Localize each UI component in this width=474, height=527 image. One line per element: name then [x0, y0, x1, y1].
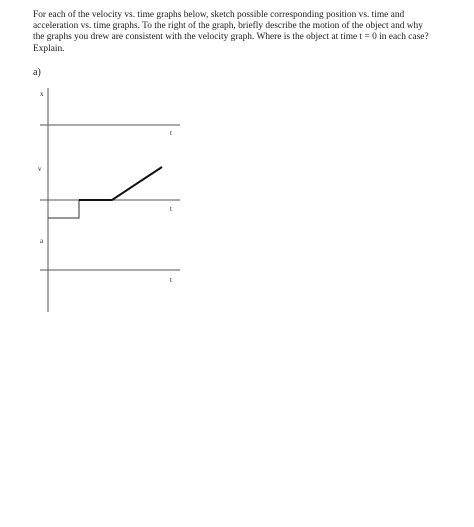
question-line-4: Explain.: [33, 43, 65, 54]
question-line-1: For each of the velocity vs. time graphs below, sketch possible corresponding position vs. time and: [33, 10, 405, 20]
acceleration-x-label: t: [170, 276, 172, 284]
question-line-3: the graphs you drew are consistent with the velocity graph. Where is the object at time t = 0 in each case?: [33, 32, 429, 43]
position-x-label: t: [170, 129, 172, 137]
part-a-label: a): [33, 67, 41, 78]
velocity-x-label: t: [170, 205, 172, 213]
velocity-negative-segment: [48, 200, 79, 218]
position-graph: [40, 88, 180, 174]
question-line-2: acceleration vs. time graphs. To the right of the graph, briefly describe the motion of the object and why: [33, 21, 423, 32]
velocity-graph: [38, 163, 180, 238]
velocity-curve: [79, 167, 162, 200]
acceleration-y-label: a: [40, 237, 44, 245]
position-y-label: x: [40, 90, 44, 98]
velocity-y-label: v: [38, 165, 42, 173]
acceleration-graph: [40, 235, 180, 312]
